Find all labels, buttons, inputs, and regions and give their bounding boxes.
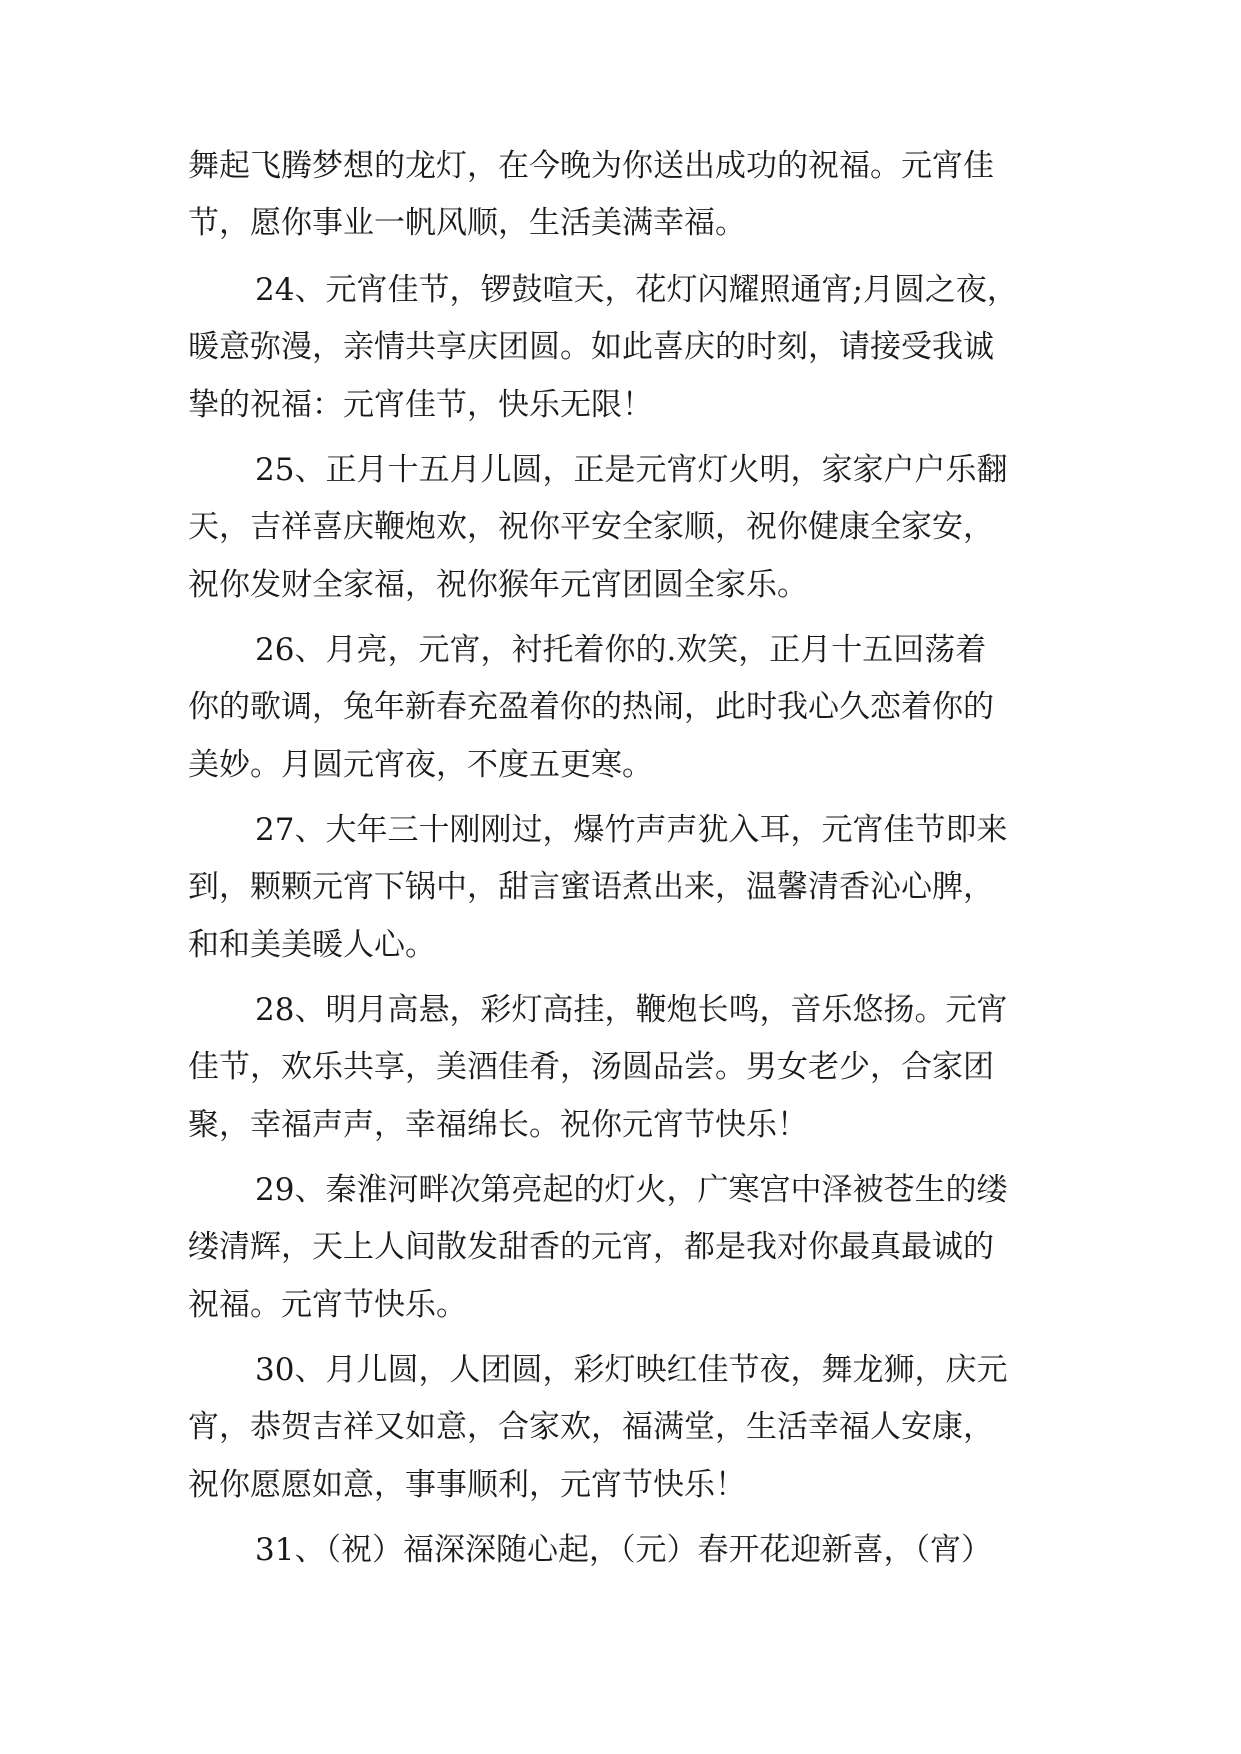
text-line: 27、大年三十刚刚过，爆竹声声犹入耳，元宵佳节即来	[255, 812, 1008, 848]
text-line: 和和美美暖人心。	[188, 927, 436, 963]
text-line: 美妙。月圆元宵夜，不度五更寒。	[188, 747, 653, 783]
text-line: 28、明月高悬，彩灯高挂，鞭炮长鸣，音乐悠扬。元宵	[255, 992, 1008, 1028]
text-line: 29、秦淮河畔次第亮起的灯火，广寒宫中泽被苍生的缕	[255, 1172, 1008, 1208]
text-line: 25、正月十五月儿圆，正是元宵灯火明，家家户户乐翻	[255, 452, 1008, 488]
text-line: 26、月亮，元宵，衬托着你的.欢笑，正月十五回荡着	[255, 632, 987, 668]
text-line: 24、元宵佳节，锣鼓喧天，花灯闪耀照通宵;月圆之夜，	[255, 272, 1018, 308]
text-line: 暖意弥漫，亲情共享庆团圆。如此喜庆的时刻，请接受我诚	[188, 329, 994, 365]
text-line: 挚的祝福：元宵佳节，快乐无限！	[188, 387, 653, 423]
text-line: 祝你愿愿如意，事事顺利，元宵节快乐！	[188, 1467, 746, 1503]
text-line: 31、（祝）福深深随心起，（元）春开花迎新喜，（宵）	[255, 1532, 992, 1568]
text-line: 30、月儿圆，人团圆，彩灯映红佳节夜，舞龙狮，庆元	[255, 1352, 1008, 1388]
text-line: 祝福。元宵节快乐。	[188, 1287, 467, 1323]
text-line: 节，愿你事业一帆风顺，生活美满幸福。	[188, 205, 746, 241]
text-line: 舞起飞腾梦想的龙灯，在今晚为你送出成功的祝福。元宵佳	[188, 148, 994, 184]
text-line: 祝你发财全家福，祝你猴年元宵团圆全家乐。	[188, 567, 808, 603]
text-line: 佳节，欢乐共享，美酒佳肴，汤圆品尝。男女老少，合家团	[188, 1049, 994, 1085]
text-line: 到，颗颗元宵下锅中，甜言蜜语煮出来，温馨清香沁心脾，	[188, 869, 994, 905]
text-line: 聚，幸福声声，幸福绵长。祝你元宵节快乐！	[188, 1107, 808, 1143]
text-line: 天，吉祥喜庆鞭炮欢，祝你平安全家顺，祝你健康全家安，	[188, 509, 994, 545]
text-line: 宵，恭贺吉祥又如意，合家欢，福满堂，生活幸福人安康，	[188, 1409, 994, 1445]
text-line: 你的歌调，兔年新春充盈着你的热闹，此时我心久恋着你的	[188, 689, 994, 725]
text-line: 缕清辉，天上人间散发甜香的元宵，都是我对你最真最诚的	[188, 1229, 994, 1265]
